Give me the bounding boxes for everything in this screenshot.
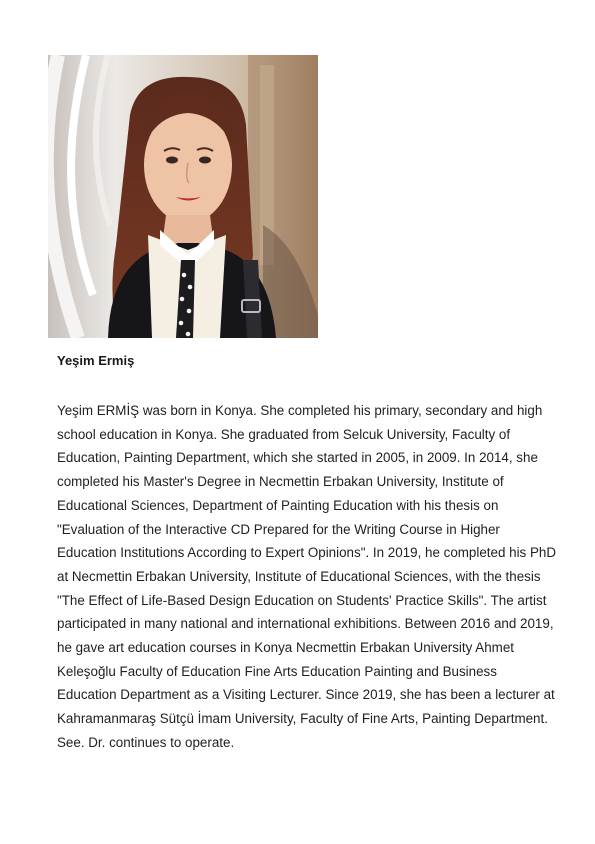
bio-line: Kahramanmaraş Sütçü İmam University, Faculty of Fine Arts, Painting Department. — [57, 711, 548, 727]
bio-line: Yeşim ERMİŞ was born in Konya. She completed his primary, secondary and high — [57, 403, 543, 418]
bio-line: school education in Konya. She graduated from Selcuk University, Faculty of — [57, 426, 511, 442]
bio-line: "Evaluation of the Interactive CD Prepared for the Writing Course in Higher — [57, 521, 500, 537]
bio-line: "The Effect of Life-Based Design Education on Students' Practice Skills". The artist — [57, 592, 547, 608]
person-name: Yeşim Ermiş — [57, 353, 135, 368]
bio-line: Education Institutions According to Expert Opinions". In 2019, he completed his PhD — [57, 545, 557, 561]
portrait-photo — [48, 55, 318, 338]
bio-line: Education, Painting Department, which she started in 2005, in 2009. In 2014, she — [57, 450, 538, 466]
bio-line: he gave art education courses in Konya Necmettin Erbakan University Ahmet — [57, 640, 515, 656]
bio-line: Keleşoğlu Faculty of Education Fine Arts Education Painting and Business — [57, 663, 497, 679]
bio-line: at Necmettin Erbakan University, Institute of Educational Sciences, with the thesis — [57, 568, 541, 584]
bio-line: completed his Master's Degree in Necmettin Erbakan University, Institute of — [57, 474, 504, 490]
bio-line: Education Department as a Visiting Lecturer. Since 2019, she has been a lecturer at — [57, 687, 555, 703]
bio-line: Educational Sciences, Department of Painting Education with his thesis on — [57, 497, 499, 513]
biography-text — [57, 399, 567, 755]
bio-line: participated in many national and international exhibitions. Between 2016 and 2019, — [57, 616, 554, 632]
bio-line: See. Dr. continues to operate. — [57, 734, 235, 750]
